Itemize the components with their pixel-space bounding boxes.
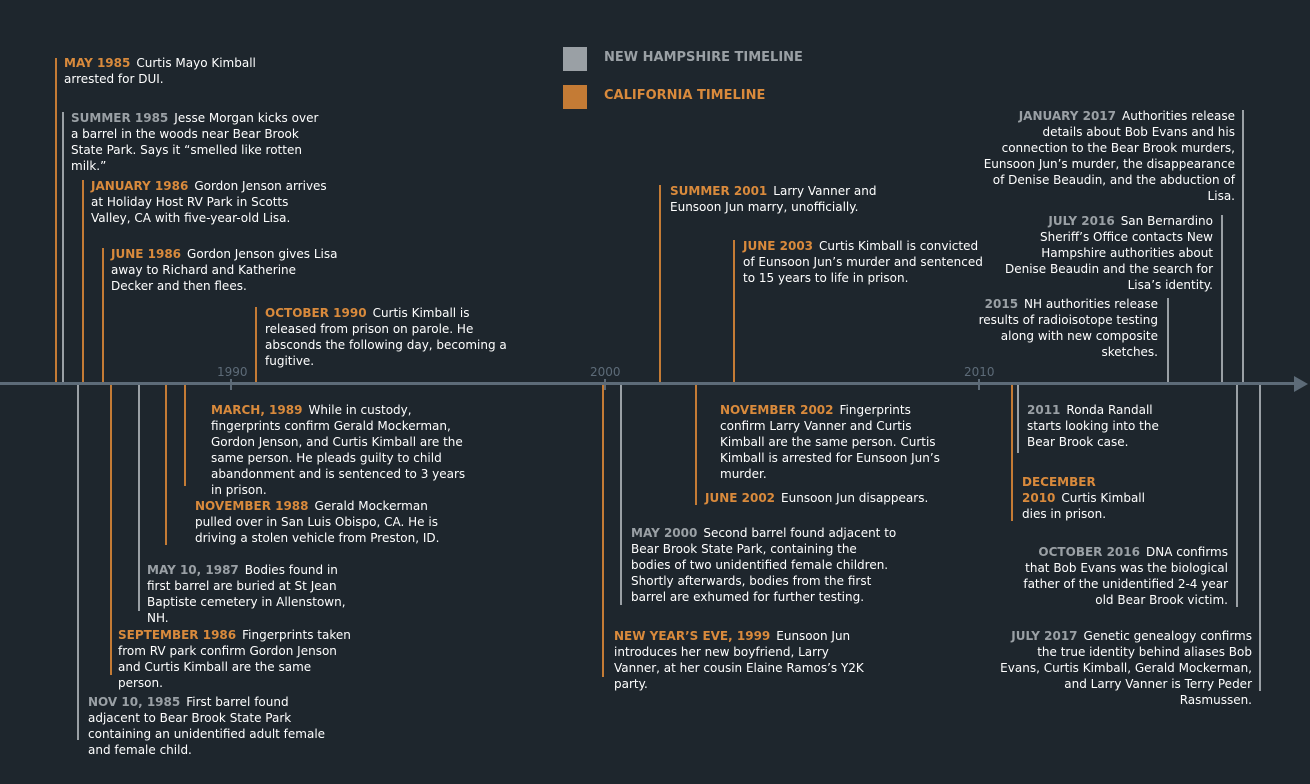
connector-line: [55, 58, 57, 382]
event-text: First barrel found adjacent to Bear Brook State Park containing an unidentified adult female and female child.: [88, 695, 326, 757]
connector-line: [1167, 298, 1169, 382]
event-date: OCTOBER 1990: [265, 306, 367, 320]
event-march-1989: [211, 402, 477, 498]
event-summer-2001: [670, 183, 878, 215]
event-date: NOV 10, 1985: [88, 695, 181, 709]
event-date: JUNE 2003: [743, 239, 814, 253]
connector-line: [62, 112, 64, 382]
connector-line: [733, 240, 735, 382]
event-text: Second barrel found adjacent to Bear Brook State Park, containing the bodies of two unidentified female children. Shortly afterwards, bodies from the first barrel are exhumed for further testing.: [631, 526, 897, 604]
connector-line: [695, 385, 697, 505]
connector-line: [1236, 385, 1238, 607]
event-date: 2015: [984, 297, 1019, 311]
event-text: Bodies found in first barrel are buried at St Jean Baptiste cemetery in Allenstown, NH.: [147, 563, 346, 625]
event-text: Eunsoon Jun disappears.: [781, 491, 929, 505]
event-july-2017: [1000, 628, 1252, 708]
legend-ca-swatch: [563, 85, 587, 109]
event-2015: [975, 296, 1158, 360]
event-text: Gerald Mockerman pulled over in San Luis Obispo, CA. He is driving a stolen vehicle from Preston, ID.: [195, 499, 440, 545]
event-text: Fingerprints confirm Larry Vanner and Curtis Kimball are the same person. Curtis Kimball is arrested for Eunsoon Jun’s murder.: [720, 403, 940, 481]
event-january-2017: [980, 108, 1235, 204]
connector-line: [1242, 110, 1244, 382]
event-date: MAY 10, 1987: [147, 563, 239, 577]
legend-nh-label: NEW HAMPSHIRE TIMELINE: [604, 50, 803, 65]
event-november-2002: [720, 402, 958, 482]
event-text: Curtis Mayo Kimball arrested for DUI.: [64, 56, 256, 86]
event-may-1985: [64, 55, 264, 87]
event-date: SEPTEMBER 1986: [118, 628, 237, 642]
event-june-2003: [743, 238, 991, 286]
event-nov-10-1985: [88, 694, 338, 758]
event-summer-1985: [71, 110, 327, 174]
event-may-2000: [631, 525, 897, 605]
connector-line: [1011, 385, 1013, 521]
event-text: Ronda Randall starts looking into the Bear Brook case.: [1027, 403, 1159, 449]
event-text: Larry Vanner and Eunsoon Jun marry, unofficially.: [670, 184, 877, 214]
event-december-2010: [1022, 474, 1162, 522]
event-text: Genetic genealogy confirms the true identity behind aliases Bob Evans, Curtis Kimball, Gerald Mockerman, and Larry Vanner is Terry Peder Rasmussen.: [1000, 629, 1252, 707]
event-text: Eunsoon Jun introduces her new boyfriend, Larry Vanner, at her cousin Elaine Ramos’s Y2K party.: [614, 629, 864, 691]
event-date: JUNE 2002: [705, 491, 776, 505]
event-date: JUNE 1986: [111, 247, 182, 261]
event-date: JANUARY 1986: [91, 179, 189, 193]
event-june-2002: [705, 490, 945, 506]
event-october-2016: [1020, 544, 1228, 608]
event-june-1986: [111, 246, 341, 294]
event-date: JULY 2016: [1048, 214, 1115, 228]
event-october-1990: [265, 305, 521, 369]
connector-line: [165, 385, 167, 545]
event-september-1986: [118, 627, 356, 691]
event-date: NEW YEAR’S EVE, 1999: [614, 629, 771, 643]
connector-line: [255, 307, 257, 382]
event-date: JANUARY 2017: [1018, 109, 1117, 123]
connector-line: [620, 385, 622, 605]
event-date: SUMMER 1985: [71, 111, 169, 125]
event-text: NH authorities release results of radioisotope testing along with new composite sketches.: [978, 297, 1158, 359]
legend-nh-swatch: [563, 47, 587, 71]
connector-line: [82, 180, 84, 382]
connector-line: [1017, 385, 1019, 453]
event-may-10-1987: [147, 562, 363, 626]
event-text: Curtis Kimball is convicted of Eunsoon Jun’s murder and sentenced to 15 years to life in prison.: [743, 239, 983, 285]
event-date: MAY 2000: [631, 526, 698, 540]
year-label-2000: 2000: [587, 365, 624, 379]
connector-line: [659, 185, 661, 382]
event-text: DNA confirms that Bob Evans was the biological father of the unidentified 2-4 year old Bear Brook victim.: [1023, 545, 1228, 607]
event-text: Gordon Jenson gives Lisa away to Richard and Katherine Decker and then flees.: [111, 247, 338, 293]
connector-line: [602, 385, 604, 677]
event-date: NOVEMBER 2002: [720, 403, 834, 417]
connector-line: [184, 385, 186, 486]
event-2011: [1027, 402, 1163, 450]
timeline-arrowhead: [1294, 376, 1308, 392]
year-label-2010: 2010: [961, 365, 998, 379]
event-january-1986: [91, 178, 331, 226]
event-date: DECEMBER 2010: [1022, 475, 1096, 505]
connector-line: [77, 385, 79, 740]
event-text: While in custody, fingerprints confirm Gerald Mockerman, Gordon Jenson, and Curtis Kimball are the same person. He pleads guilty to child abandonment and is sentenced to 3 years in prison.: [211, 403, 466, 497]
timeline-axis: [0, 382, 1296, 385]
connector-line: [1221, 215, 1223, 382]
connector-line: [102, 248, 104, 382]
event-text: Jesse Morgan kicks over a barrel in the woods near Bear Brook State Park. Says it “smelled like rotten milk.”: [71, 111, 319, 173]
connector-line: [110, 385, 112, 675]
event-text: San Bernardino Sheriff’s Office contacts New Hampshire authorities about Denise Beaudin and the search for Lisa’s identity.: [1004, 214, 1213, 292]
event-date: MAY 1985: [64, 56, 131, 70]
event-date: SUMMER 2001: [670, 184, 768, 198]
event-date: 2011: [1027, 403, 1061, 417]
event-november-1988: [195, 498, 443, 546]
year-label-1990: 1990: [214, 365, 251, 379]
event-date: OCTOBER 2016: [1038, 545, 1140, 559]
event-date: MARCH, 1989: [211, 403, 303, 417]
event-text: Gordon Jenson arrives at Holiday Host RV Park in Scotts Valley, CA with five-year-old Lisa.: [91, 179, 327, 225]
event-text: Curtis Kimball is released from prison on parole. He absconds the following day, becoming a fugitive.: [265, 306, 507, 368]
event-text: Curtis Kimball dies in prison.: [1022, 491, 1145, 521]
connector-line: [1259, 385, 1261, 691]
legend-ca-label: CALIFORNIA TIMELINE: [604, 88, 766, 103]
event-new-years-eve-1999: [614, 628, 874, 692]
event-date: NOVEMBER 1988: [195, 499, 309, 513]
event-date: JULY 2017: [1011, 629, 1078, 643]
event-text: Authorities release details about Bob Evans and his connection to the Bear Brook murders, Eunsoon Jun’s murder, the disappearance of Denise Beaudin, and the abduction of Lisa.: [983, 109, 1235, 203]
connector-line: [138, 385, 140, 611]
event-july-2016: [1000, 213, 1213, 293]
event-text: Fingerprints taken from RV park confirm Gordon Jenson and Curtis Kimball are the same person.: [118, 628, 351, 690]
